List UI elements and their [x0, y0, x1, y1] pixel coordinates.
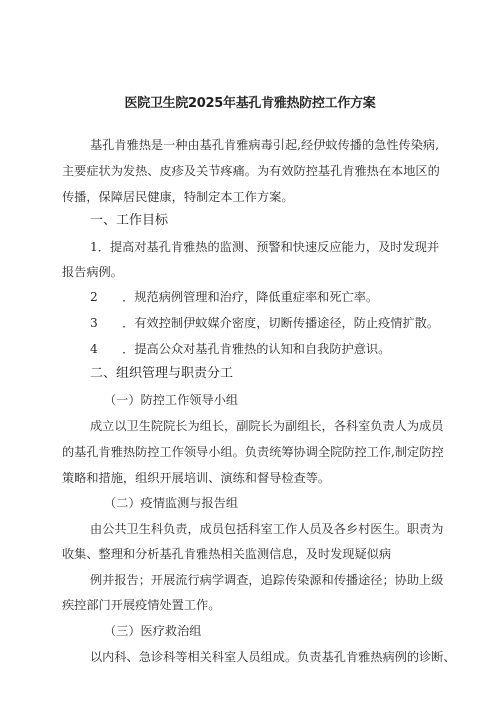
surveillance-line-4: 疾控部门开展疫情处置工作。	[62, 598, 221, 612]
document-title: 医院卫生院2025年基孔肯雅热防控工作方案	[124, 96, 376, 111]
group-heading-leadership: （一）防控工作领导小组	[104, 393, 239, 407]
goal-line-4: 4 ．提高公众对基孔肯雅热的认知和自我防护意识。	[90, 342, 391, 356]
group-heading-treatment: （三）医疗救治组	[104, 624, 202, 638]
leadership-line-2: 的基孔肯雅热防控工作领导小组。负责统筹协调全院防控工作,制定防控	[62, 445, 444, 459]
leadership-line-1: 成立以卫生院院长为组长，副院长为副组长，各科室负责人为成员	[90, 419, 444, 433]
section-heading-organization: 二、组织管理与职责分工	[90, 366, 234, 381]
goal-line-1: 1．提高对基孔肯雅热的监测、预警和快速反应能力，及时发现并	[90, 240, 440, 254]
goal-line-2: 2 ．规范病例管理和治疗，降低重症率和死亡率。	[90, 290, 379, 304]
treatment-line-1: 以内科、急诊科等相关科室人员组成。负责基孔肯雅热病例的诊断、	[90, 650, 456, 664]
goal-line-1-cont: 报告病例。	[62, 265, 123, 279]
surveillance-line-2: 收集、整理和分析基孔肯雅热相关监测信息，及时发现疑似病	[62, 547, 392, 561]
intro-line-2: 主要症状为发热、皮疹及关节疼痛。为有效防控基孔肯雅热在本地区的	[62, 164, 440, 178]
surveillance-line-3: 例并报告；开展流行病学调查，追踪传染源和传播途径；协助上级	[90, 573, 444, 587]
leadership-line-3: 策略和措施，组织开展培训、演练和督导检查等。	[62, 471, 331, 485]
goal-line-3: 3 ．有效控制伊蚊媒介密度，切断传播途径，防止疫情扩散。	[90, 316, 440, 330]
surveillance-line-1: 由公共卫生科负责，成员包括科室工作人员及各乡村医生。职责为	[90, 522, 444, 536]
group-heading-surveillance: （二）疫情监测与报告组	[104, 496, 239, 510]
intro-line-1: 基孔肯雅热是一种由基孔肯雅病毒引起,经伊蚊传播的急性传染病,	[90, 138, 439, 152]
section-heading-goals: 一、工作目标	[90, 213, 169, 228]
intro-line-3: 传播，保障居民健康，特制定本工作方案。	[62, 190, 294, 204]
